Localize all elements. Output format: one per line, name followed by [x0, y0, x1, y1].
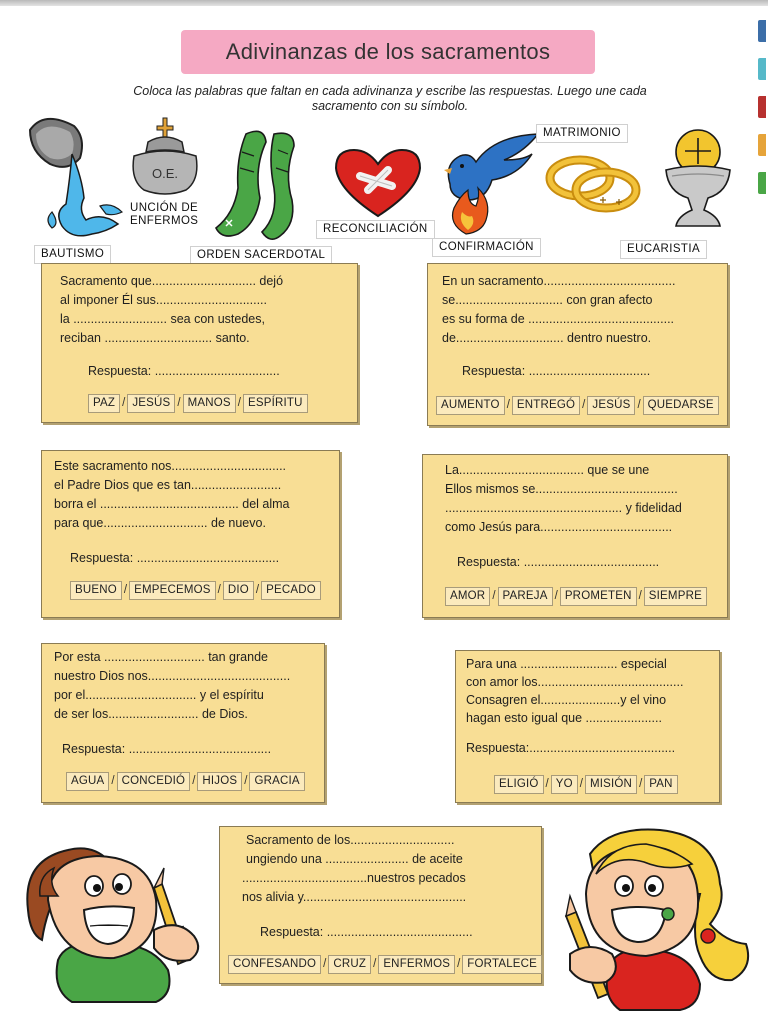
label-uncion-line-1: UNCIÓN DE — [130, 202, 199, 214]
word-chip[interactable]: CONFESANDO — [228, 955, 321, 974]
chalice-host-icon — [660, 126, 736, 230]
riddle-6-word-bank: ELIGIÓ / YO / MISIÓN / PAN — [494, 775, 678, 794]
word-chip[interactable]: YO — [551, 775, 578, 794]
label-uncion-line-2: ENFERMOS — [130, 215, 199, 227]
edge-mark-green — [758, 172, 766, 194]
stole-icon — [212, 128, 312, 246]
word-chip[interactable]: MANOS — [183, 394, 236, 413]
word-chip[interactable]: PAZ — [88, 394, 120, 413]
label-matrimonio[interactable]: MATRIMONIO — [536, 124, 628, 143]
page-title: Adivinanzas de los sacramentos — [225, 39, 551, 64]
broken-heart-icon — [332, 146, 424, 218]
word-chip[interactable]: CONCEDIÓ — [117, 772, 191, 791]
riddle-5-line-1: Por esta ............................. tan grande — [54, 650, 268, 664]
wedding-rings-icon — [544, 152, 642, 214]
word-chip[interactable]: PROMETEN — [560, 587, 637, 606]
word-chip[interactable]: BUENO — [70, 581, 122, 600]
word-chip[interactable]: JESÚS — [127, 394, 175, 413]
label-uncion-enfermos[interactable] — [124, 200, 204, 230]
riddle-2-line-1: En un sacramento...................................... — [442, 274, 676, 288]
riddle-5-line-4: de ser los.......................... de Dios. — [54, 707, 248, 721]
riddle-card-5 — [41, 643, 325, 803]
riddle-3-line-4: para que.............................. de nuevo. — [54, 516, 266, 530]
riddle-2-line-2: se............................... con gran afecto — [442, 293, 653, 307]
riddle-4-line-4: como Jesús para...................................... — [445, 520, 673, 534]
oil-jar-icon — [126, 116, 204, 198]
word-chip[interactable]: FORTALECE — [462, 955, 542, 974]
riddle-7-line-2: ungiendo una ........................ de aceite — [246, 852, 463, 866]
riddle-6-line-1: Para una ............................ especial — [466, 657, 667, 671]
riddle-7-word-bank: CONFESANDO / CRUZ / ENFERMOS / FORTALECE — [228, 955, 542, 974]
boy-with-pencil-illustration — [18, 840, 218, 1006]
word-chip[interactable]: HIJOS — [197, 772, 242, 791]
riddle-card-4 — [422, 454, 728, 618]
riddle-4-line-2: Ellos mismos se......................................... — [445, 482, 678, 496]
edge-mark-cyan — [758, 58, 766, 80]
riddle-5-line-3: por el................................ y el espíritu — [54, 688, 264, 702]
instructions-line-2: sacramento con su símbolo. — [311, 99, 469, 113]
word-chip[interactable]: GRACIA — [249, 772, 304, 791]
water-pitcher-icon — [22, 108, 132, 243]
label-orden-sacerdotal[interactable]: ORDEN SACERDOTAL — [190, 246, 332, 265]
word-chip[interactable]: JESÚS — [587, 396, 635, 415]
riddle-1-line-3: la ........................... sea con ustedes, — [60, 312, 265, 326]
word-chip[interactable]: ELIGIÓ — [494, 775, 544, 794]
riddle-7-answer[interactable]: Respuesta: .......................................... — [260, 925, 473, 939]
word-chip[interactable]: QUEDARSE — [643, 396, 719, 415]
riddle-2-line-3: es su forma de .......................................... — [442, 312, 675, 326]
dove-flame-icon — [440, 130, 542, 236]
riddle-1-word-bank: PAZ / JESÚS / MANOS / ESPÍRITU — [88, 394, 308, 413]
word-chip[interactable]: CRUZ — [328, 955, 371, 974]
riddle-3-answer[interactable]: Respuesta: ......................................... — [70, 551, 280, 565]
oil-jar-text: O.E. — [151, 166, 179, 181]
riddle-4-word-bank: AMOR / PAREJA / PROMETEN / SIEMPRE — [445, 587, 707, 606]
label-eucaristia[interactable]: EUCARISTIA — [620, 240, 707, 259]
riddle-5-answer[interactable]: Respuesta: ......................................... — [62, 742, 272, 756]
riddle-card-3 — [41, 450, 340, 618]
riddle-4-line-1: La.................................... que se une — [445, 463, 650, 477]
riddle-3-line-1: Este sacramento nos................................. — [54, 459, 287, 473]
riddle-card-2 — [427, 263, 728, 426]
edge-color-marks — [758, 20, 768, 210]
riddle-1-line-1: Sacramento que.............................. dejó — [60, 274, 284, 288]
word-chip[interactable]: MISIÓN — [585, 775, 637, 794]
riddle-card-7 — [219, 826, 542, 984]
girl-with-pencil-illustration — [550, 824, 754, 1014]
word-chip[interactable]: PAREJA — [498, 587, 553, 606]
word-chip[interactable]: DIO — [223, 581, 254, 600]
riddle-1-line-4: reciban ............................... santo. — [60, 331, 250, 345]
label-reconciliacion[interactable]: RECONCILIACIÓN — [316, 220, 435, 239]
instructions — [60, 84, 720, 114]
riddle-1-line-2: al imponer Él sus................................ — [60, 293, 268, 307]
edge-mark-orange — [758, 134, 766, 156]
riddle-6-answer[interactable]: Respuesta:.......................................... — [466, 741, 676, 755]
riddle-1-answer[interactable]: Respuesta: .................................... — [88, 364, 280, 378]
riddle-3-line-2: el Padre Dios que es tan.......................... — [54, 478, 282, 492]
riddle-7-line-4: nos alivia y............................................... — [242, 890, 467, 904]
word-chip[interactable]: PAN — [644, 775, 677, 794]
word-chip[interactable]: AUMENTO — [436, 396, 505, 415]
riddle-3-word-bank: BUENO / EMPECEMOS / DIO / PECADO — [70, 581, 321, 600]
label-confirmacion[interactable]: CONFIRMACIÓN — [432, 238, 541, 257]
riddle-card-1 — [41, 263, 358, 423]
word-chip[interactable]: AMOR — [445, 587, 490, 606]
riddle-6-line-4: hagan esto igual que ...................... — [466, 711, 662, 725]
edge-mark-red — [758, 96, 766, 118]
word-chip[interactable]: SIEMPRE — [644, 587, 707, 606]
word-chip[interactable]: EMPECEMOS — [129, 581, 216, 600]
top-rule — [0, 0, 768, 6]
riddle-card-6 — [455, 650, 720, 803]
instructions-line-1: Coloca las palabras que faltan en cada adivinanza y escribe las respuestas. Luego une cada — [133, 84, 647, 98]
label-bautismo[interactable]: BAUTISMO — [34, 245, 111, 264]
title-banner — [181, 30, 595, 74]
riddle-7-line-3: ....................................nuestros pecados — [242, 871, 466, 885]
riddle-2-word-bank: AUMENTO / ENTREGÓ / JESÚS / QUEDARSE — [436, 396, 719, 415]
riddle-6-line-2: con amor los.......................................... — [466, 675, 684, 689]
riddle-6-line-3: Consagren el.......................y el vino — [466, 693, 667, 707]
riddle-5-word-bank: AGUA / CONCEDIÓ / HIJOS / GRACIA — [66, 772, 305, 791]
riddle-4-answer[interactable]: Respuesta: ....................................... — [457, 555, 660, 569]
word-chip[interactable]: PECADO — [261, 581, 321, 600]
edge-mark-blue — [758, 20, 766, 42]
word-chip[interactable]: ENTREGÓ — [512, 396, 580, 415]
word-chip[interactable]: AGUA — [66, 772, 109, 791]
riddle-2-answer[interactable]: Respuesta: ................................... — [462, 364, 651, 378]
riddle-2-line-4: de............................... dentro nuestro. — [442, 331, 652, 345]
riddle-7-line-1: Sacramento de los.............................. — [246, 833, 455, 847]
riddle-5-line-2: nuestro Dios nos......................................... — [54, 669, 291, 683]
riddle-4-line-3: ................................................... y fidelidad — [445, 501, 682, 515]
word-chip[interactable]: ESPÍRITU — [243, 394, 308, 413]
riddle-3-line-3: borra el ........................................ del alma — [54, 497, 290, 511]
word-chip[interactable]: ENFERMOS — [378, 955, 455, 974]
